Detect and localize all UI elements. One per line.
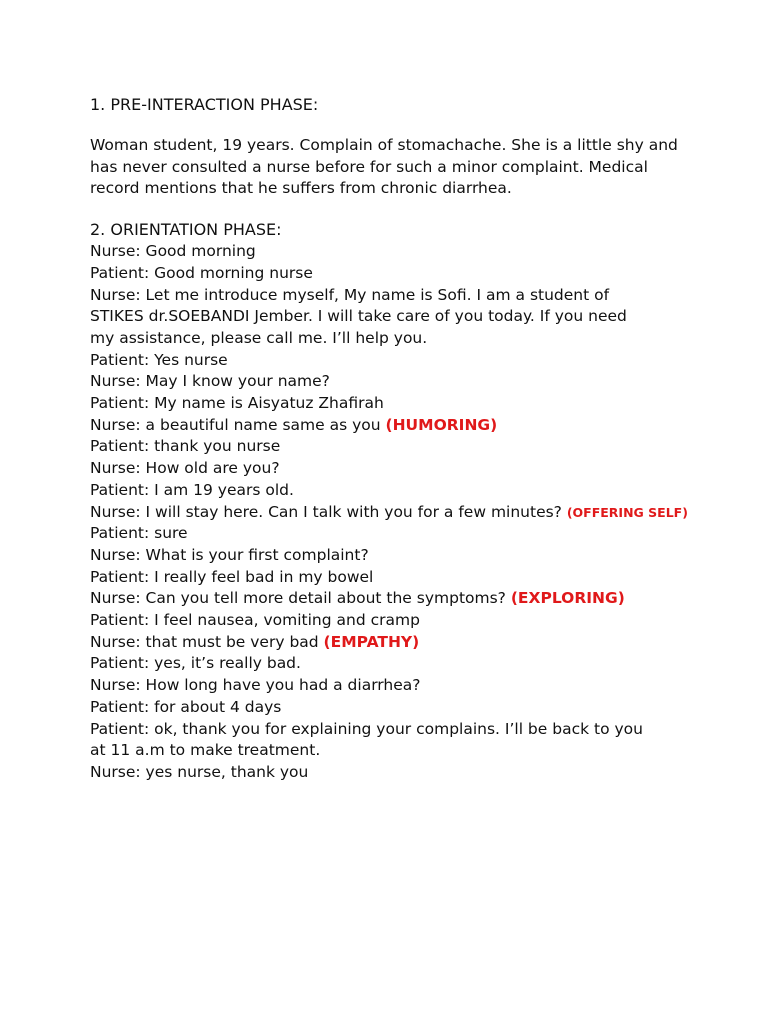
dialogue-line: Nurse: Let me introduce myself, My name is Sofi. I am a student of STIKES dr.SOEBANDI Jember. I will take care of you today. If you need my assistance, please call me. I’ll help you. bbox=[90, 285, 627, 347]
dialogue-line: Patient: I am 19 years old. bbox=[90, 480, 294, 499]
dialogue-line: Patient: yes, it’s really bad. bbox=[90, 654, 301, 673]
dialogue-line: Patient: sure bbox=[90, 524, 188, 543]
dialogue-line: Nurse: that must be very bad (EMPATHY) bbox=[90, 632, 420, 651]
dialogue-line: Patient: ok, thank you for explaining your complains. I’ll be back to you at 11 a.m to make treatment. bbox=[90, 719, 643, 760]
technique-tag: (EXPLORING) bbox=[510, 589, 625, 608]
dialogue-line: Nurse: I will stay here. Can I talk with you for a few minutes? (OFFERING SELF) bbox=[90, 502, 688, 521]
dialogue-line: Nurse: Good morning bbox=[90, 242, 256, 261]
document-page bbox=[90, 94, 690, 784]
technique-tag: (HUMORING) bbox=[385, 415, 498, 434]
dialogue-line: Nurse: Can you tell more detail about the symptoms? (EXPLORING) bbox=[90, 589, 625, 608]
dialogue-line: Nurse: How old are you? bbox=[90, 459, 280, 478]
dialogue-line: Nurse: yes nurse, thank you bbox=[90, 762, 309, 781]
pre-interaction-paragraph: Woman student, 19 years. Complain of stomachache. She is a little shy and has never consulted a nurse before for such a minor complaint. Medical record mentions that he suffers from chronic diarrhea. bbox=[90, 136, 678, 198]
dialogue-line: Nurse: How long have you had a diarrhea? bbox=[90, 676, 421, 695]
dialogue-line: Nurse: What is your first complaint? bbox=[90, 545, 369, 564]
dialogue-list bbox=[90, 241, 690, 784]
dialogue-line: Patient: Yes nurse bbox=[90, 350, 228, 369]
orientation-heading: 2. ORIENTATION PHASE: bbox=[90, 220, 282, 240]
dialogue-line: Patient: I really feel bad in my bowel bbox=[90, 567, 374, 586]
dialogue-line: Patient: Good morning nurse bbox=[90, 263, 313, 282]
dialogue-line: Patient: I feel nausea, vomiting and cramp bbox=[90, 611, 420, 630]
technique-tag: (OFFERING SELF) bbox=[566, 504, 688, 520]
pre-interaction-heading: 1. PRE-INTERACTION PHASE: bbox=[90, 95, 319, 114]
dialogue-line: Patient: My name is Aisyatuz Zhafirah bbox=[90, 394, 384, 413]
dialogue-line: Patient: for about 4 days bbox=[90, 697, 282, 716]
technique-tag: (EMPATHY) bbox=[323, 632, 420, 651]
dialogue-line: Patient: thank you nurse bbox=[90, 437, 281, 456]
dialogue-line: Nurse: a beautiful name same as you (HUMORING) bbox=[90, 415, 498, 434]
dialogue-line: Nurse: May I know your name? bbox=[90, 372, 330, 391]
